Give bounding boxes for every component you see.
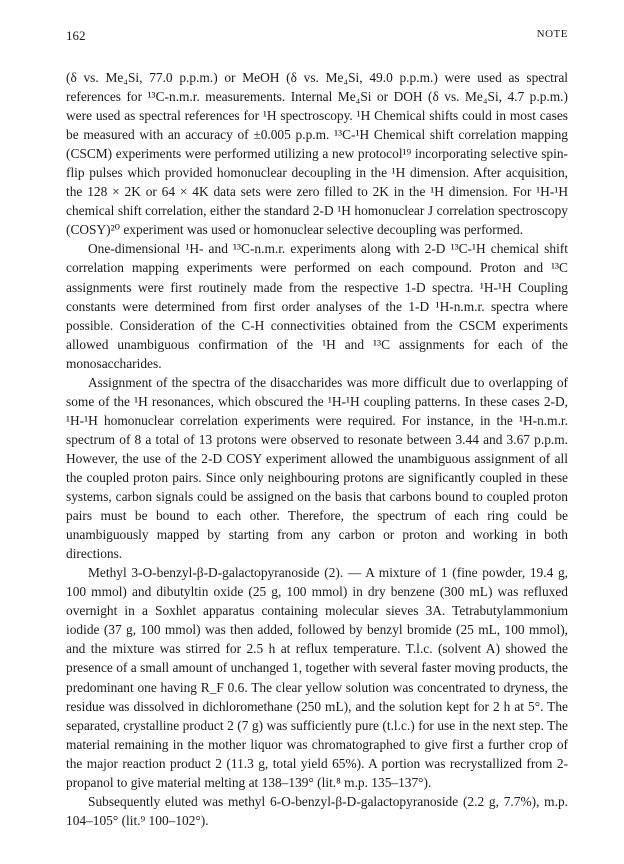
paragraph-disaccharide-assignment: Assignment of the spectra of the disaccharides was more difficult due to overlapping of some of the ¹H resonances, which obscured the ¹H-¹H coupling patterns. In these cases 2-D, ¹H-¹H homonuclear correlation experiments were required. For instance, in the ¹H-n.m.r. spectrum of 8 a total of 13 protons were observed to resonate between 3.44 and 3.67 p.p.m. However, the use of the 2-D COSY experiment allowed the unambiguous assignment of all the coupled proton pairs. Since only neighbouring protons are significantly coupled in these systems, carbon signals could be assigned on the basis that carbons bound to coupled proton pairs must be bound to each other. Therefore, the spectrum of each ring could be unambiguously mapped by starting from any carbon or proton and working in both directions. xyxy=(66,374,568,562)
paragraph-nmr-experiments: One-dimensional ¹H- and ¹³C-n.m.r. experiments along with 2-D ¹³C-¹H chemical shift correlation mapping experiments were performed on each compound. Proton and ¹³C assignments were first routinely made from the respective 1-D spectra. ¹H-¹H Coupling constants were determined from first order analyses of the 1-D ¹H-n.m.r. spectra where possible. Consideration of the C-H connectivities obtained from the CSCM experiments allowed unambiguous confirmation of the ¹H and ¹³C assignments for each of the monosaccharides. xyxy=(66,241,568,371)
page-header xyxy=(66,28,568,46)
article-body xyxy=(66,68,568,830)
paragraph-6-o-benzyl: Subsequently eluted was methyl 6-O-benzyl-β-D-galactopyranoside (2.2 g, 7.7%), m.p. 104–105° (lit.⁹ 100–102°). xyxy=(66,793,568,828)
paragraph-references: (δ vs. Me₄Si, 77.0 p.p.m.) or MeOH (δ vs. Me₄Si, 49.0 p.p.m.) were used as spectral references for ¹³C-n.m.r. measurements. Internal Me₄Si or DOH (δ vs. Me₄Si, 4.7 p.p.m.) were used as spectral references for ¹H spectroscopy. ¹H Chemical shifts could in most cases be measured with an accuracy of ±0.005 p.p.m. ¹³C-¹H Chemical shift correlation mapping (CSCM) experiments were performed utilizing a new protocol¹⁹ incorporating selective spin-flip pulses which provided homonuclear decoupling in the ¹H dimension. After acquisition, the 128 × 2K or 64 × 4K data sets were zero filled to 2K in the ¹H dimension. For ¹H-¹H chemical shift correlation, either the standard 2-D ¹H homonuclear J correlation spectroscopy (COSY)²⁰ experiment was used or homonuclear selective decoupling was performed. xyxy=(66,70,568,238)
page-number: 162 xyxy=(66,28,86,43)
paragraph-synthesis-compound-2: Methyl 3-O-benzyl-β-D-galactopyranoside (2). — A mixture of 1 (fine powder, 19.4 g, 100 mmol) and dibutyltin oxide (25 g, 100 mmol) in dry benzene (300 mL) was refluxed overnight in a Soxhlet apparatus containing molecular sieves 3A. Tetrabutylammonium iodide (37 g, 100 mmol) was then added, followed by benzyl bromide (25 mL, 100 mmol), and the mixture was stirred for 2.5 h at reflux temperature. T.l.c. (solvent A) showed the presence of a small amount of unchanged 1, together with several faster moving products, the predominant one having R_F 0.6. The clear yellow solution was concentrated to dryness, the residue was dissolved in dichloromethane (250 mL), and the solution kept for 2 h at 5°. The separated, crystalline product 2 (7 g) was sufficiently pure (t.l.c.) for use in the next step. The material remaining in the mother liquor was chromatographed to give first a further crop of the major reaction product 2 (11.3 g, total yield 65%). A portion was recrystallized from 2-propanol to give material melting at 138–139° (lit.⁸ m.p. 135–137°). xyxy=(66,565,568,790)
running-head: NOTE xyxy=(536,28,568,40)
